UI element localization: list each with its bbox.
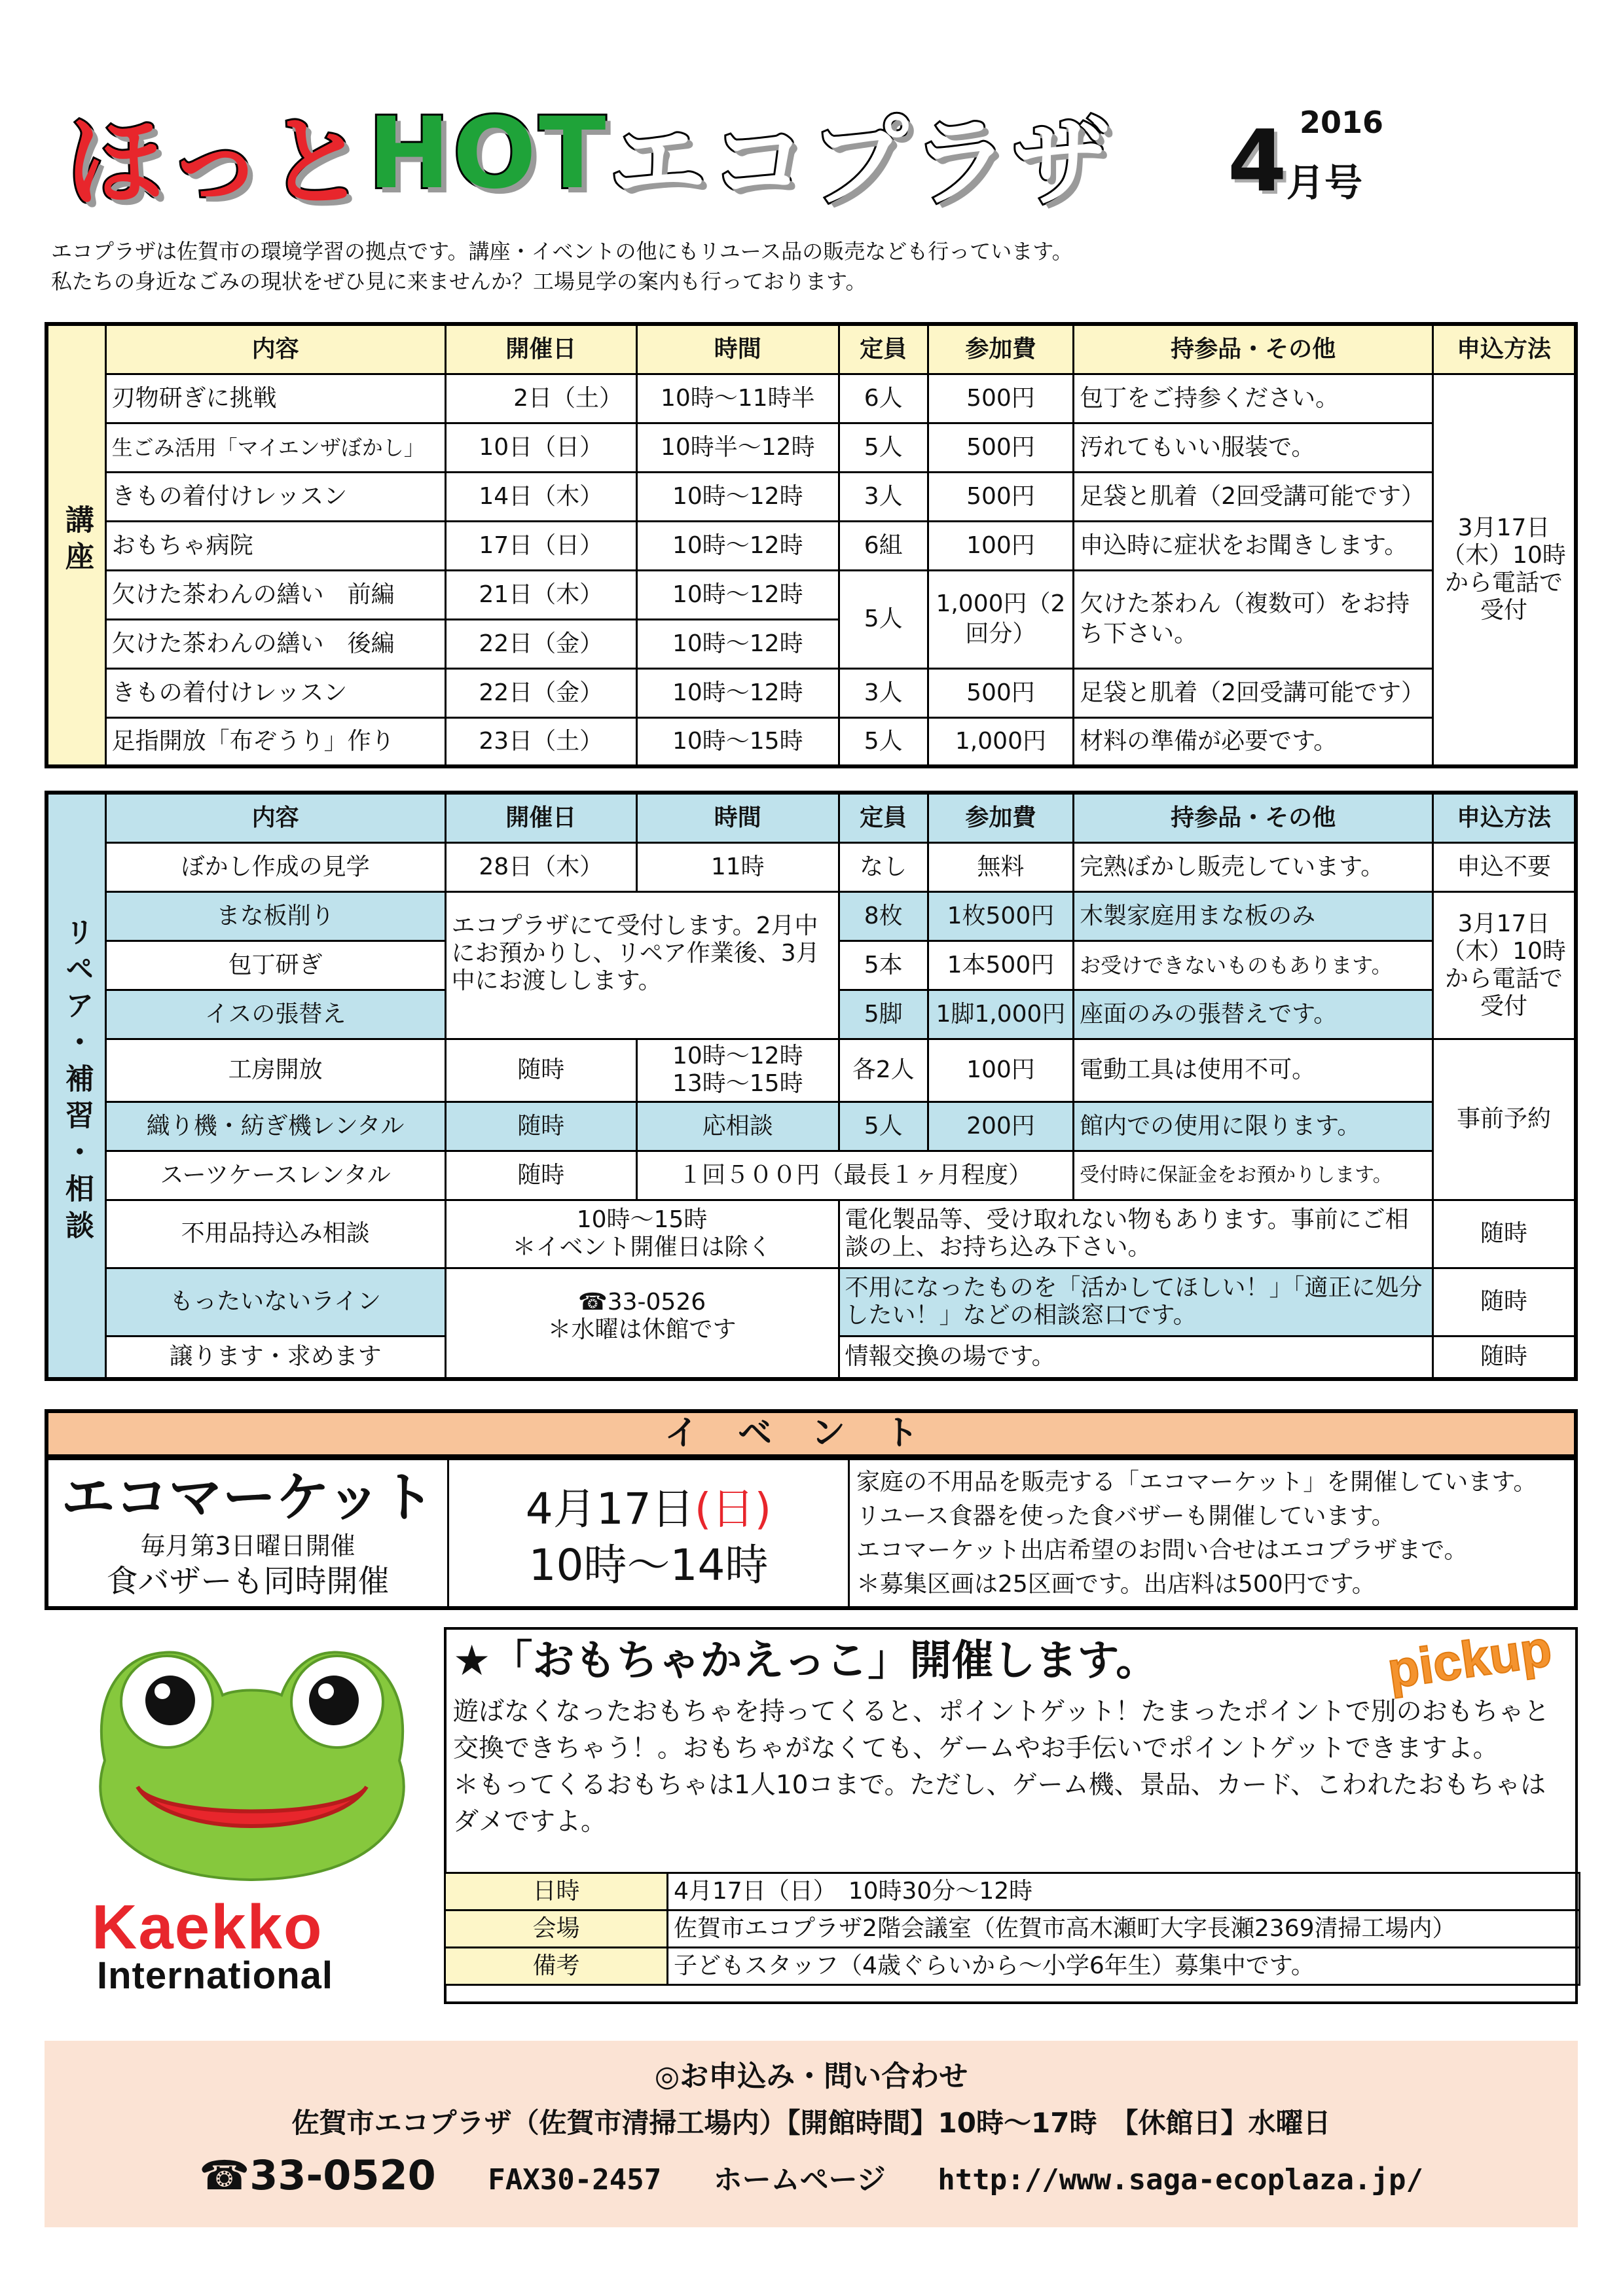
course-apply-method: 3月17日（木）10時から電話で受付 bbox=[1433, 374, 1576, 766]
repair-note: エコプラザにて受付します。2月中にお預かりし、リペア作業後、3月中にお渡しします。 bbox=[445, 891, 839, 1039]
event-time: 10時～14時 bbox=[528, 1540, 769, 1590]
course-time: 10時半～12時 bbox=[637, 423, 839, 472]
pickup-details-table bbox=[444, 1872, 1580, 1986]
course-capacity: 3人 bbox=[839, 668, 928, 717]
pickup-tag: pickup bbox=[1383, 1619, 1555, 1700]
event-description bbox=[850, 1460, 1574, 1606]
detail-label: 会場 bbox=[445, 1910, 668, 1948]
course-table bbox=[45, 322, 1578, 768]
col-date: 開催日 bbox=[445, 793, 637, 842]
title-ho: ほ bbox=[65, 106, 167, 220]
course-items: 材料の準備が必要です。 bbox=[1074, 717, 1433, 766]
table-row bbox=[46, 472, 1576, 521]
repair-name: 不用品持込み相談 bbox=[105, 1200, 445, 1268]
detail-value: 4月17日（日） 10時30分～12時 bbox=[668, 1873, 1580, 1910]
course-items: 包丁をご持参ください。 bbox=[1074, 374, 1433, 423]
repair-capacity: 5人 bbox=[839, 1102, 928, 1151]
table-row bbox=[46, 570, 1576, 619]
repair-apply: 随時 bbox=[1433, 1336, 1576, 1379]
repair-note: 不用になったものを「活かしてほしい！」「適正に処分したい！」などの相談窓口です。 bbox=[839, 1268, 1433, 1336]
repair-date: 随時 bbox=[445, 1102, 637, 1151]
course-items: 汚れてもいい服装で。 bbox=[1074, 423, 1433, 472]
table-row bbox=[445, 1873, 1580, 1910]
pickup-note: ＊もってくるおもちゃは1人10コまで。ただし、ゲーム機、景品、カード、こわれたおもちゃはダメですよ。 bbox=[453, 1770, 1546, 1837]
repair-apply: 事前予約 bbox=[1433, 1039, 1576, 1200]
table-row bbox=[445, 1948, 1580, 1985]
course-capacity: 5人 bbox=[839, 423, 928, 472]
pickup-box bbox=[444, 1619, 1578, 2004]
course-name: 刃物研ぎに挑戦 bbox=[105, 374, 445, 423]
course-date: 23日（土） bbox=[445, 717, 637, 766]
event-desc-line: エコマーケット出店希望のお問い合せはエコプラザまで。 bbox=[856, 1537, 1468, 1564]
repair-name: もったいないライン bbox=[105, 1268, 445, 1336]
table-row bbox=[46, 1102, 1576, 1151]
event-datetime-cell bbox=[449, 1460, 850, 1606]
repair-capacity: 8枚 bbox=[839, 891, 928, 941]
pickup-paragraph: 遊ばなくなったおもちゃを持ってくると、ポイントゲット！たまったポイントで別のおもちゃと交換できちゃう！。おもちゃがなくても、ゲームやお手伝いでポイントゲットできますよ。 bbox=[453, 1697, 1550, 1763]
table-row bbox=[46, 423, 1576, 472]
repair-items: お受けできないものもあります。 bbox=[1074, 941, 1433, 990]
course-date: 10日（日） bbox=[445, 423, 637, 472]
course-name: 欠けた茶わんの繕い 前編 bbox=[105, 570, 445, 619]
course-capacity: 6組 bbox=[839, 521, 928, 570]
col-time: 時間 bbox=[637, 324, 839, 374]
footer-url-link[interactable]: http://www.saga-ecoplaza.jp/ bbox=[938, 2163, 1424, 2197]
course-name: おもちゃ病院 bbox=[105, 521, 445, 570]
course-fee: 500円 bbox=[928, 472, 1073, 521]
table-row bbox=[46, 374, 1576, 423]
repair-fee: 100円 bbox=[928, 1039, 1073, 1102]
repair-items: 館内での使用に限ります。 bbox=[1074, 1102, 1433, 1151]
repair-items: 木製家庭用まな板のみ bbox=[1074, 891, 1433, 941]
course-items: 足袋と肌着（2回受講可能です） bbox=[1074, 668, 1433, 717]
repair-fee: 1本500円 bbox=[928, 941, 1073, 990]
repair-name: 工房開放 bbox=[105, 1039, 445, 1102]
table-row bbox=[46, 717, 1576, 766]
repair-capacity: 各2人 bbox=[839, 1039, 928, 1102]
title-ecoplaza: エコプラザ bbox=[608, 106, 1113, 220]
intro-line-2: 私たちの身近なごみの現状をぜひ見に来ませんか？工場見学の案内も行っております。 bbox=[51, 269, 867, 294]
repair-name: イスの張替え bbox=[105, 990, 445, 1039]
course-date: 14日（木） bbox=[445, 472, 637, 521]
course-date: 17日（日） bbox=[445, 521, 637, 570]
col-capacity: 定員 bbox=[839, 324, 928, 374]
course-time: 10時～12時 bbox=[637, 472, 839, 521]
col-date: 開催日 bbox=[445, 324, 637, 374]
repair-name: 織り機・紡ぎ機レンタル bbox=[105, 1102, 445, 1151]
event-heading: イベント bbox=[45, 1409, 1578, 1458]
course-name: きもの着付けレッスン bbox=[105, 668, 445, 717]
repair-table bbox=[45, 791, 1578, 1381]
repair-fee: 1枚500円 bbox=[928, 891, 1073, 941]
event-name-cell bbox=[48, 1460, 449, 1606]
table-row bbox=[46, 521, 1576, 570]
repair-name: スーツケースレンタル bbox=[105, 1151, 445, 1200]
course-items: 申込時に症状をお聞きします。 bbox=[1074, 521, 1433, 570]
course-time: 10時～12時 bbox=[637, 668, 839, 717]
repair-time: 10時～12時 13時～15時 bbox=[637, 1039, 839, 1102]
col-items: 持参品・その他 bbox=[1074, 793, 1433, 842]
col-content: 内容 bbox=[105, 324, 445, 374]
course-fee: 500円 bbox=[928, 423, 1073, 472]
title-hot: HOT bbox=[368, 97, 609, 211]
repair-apply: 随時 bbox=[1433, 1200, 1576, 1268]
table-row bbox=[46, 1268, 1576, 1336]
repair-time: 10時～15時 ＊イベント開催日は除く bbox=[445, 1200, 839, 1268]
event-desc-line: 家庭の不用品を販売する「エコマーケット」を開催しています。 bbox=[856, 1469, 1537, 1496]
course-items: 欠けた茶わん（複数可）をお持ち下さい。 bbox=[1074, 570, 1433, 668]
col-apply: 申込方法 bbox=[1433, 793, 1576, 842]
repair-date: 28日（木） bbox=[445, 842, 637, 891]
course-time: 10時～12時 bbox=[637, 570, 839, 619]
course-time: 10時～12時 bbox=[637, 619, 839, 668]
repair-fee: 無料 bbox=[928, 842, 1073, 891]
repair-apply: 3月17日（木）10時から電話で受付 bbox=[1433, 891, 1576, 1039]
event-box bbox=[45, 1458, 1578, 1610]
table-row bbox=[46, 1151, 1576, 1200]
col-fee: 参加費 bbox=[928, 793, 1073, 842]
table-row bbox=[46, 1200, 1576, 1268]
event-date: 4月17日(日) bbox=[525, 1484, 772, 1534]
repair-time: １回５００円（最長１ヶ月程度） bbox=[637, 1151, 1074, 1200]
course-date: 21日（木） bbox=[445, 570, 637, 619]
course-name: きもの着付けレッスン bbox=[105, 472, 445, 521]
title-to: と bbox=[267, 106, 369, 220]
footer-homepage-label: ホームページ bbox=[713, 2163, 886, 2197]
kaekko-logo bbox=[65, 1623, 439, 2003]
course-date: 2日（土） bbox=[445, 374, 637, 423]
detail-label: 日時 bbox=[445, 1873, 668, 1910]
course-fee: 1,000円（2回分） bbox=[928, 570, 1073, 668]
course-name: 足指開放「布ぞうり」作り bbox=[105, 717, 445, 766]
logo-text-international: International bbox=[97, 1954, 334, 1997]
course-fee: 1,000円 bbox=[928, 717, 1073, 766]
course-fee: 500円 bbox=[928, 374, 1073, 423]
repair-fee: 200円 bbox=[928, 1102, 1073, 1151]
col-items: 持参品・その他 bbox=[1074, 324, 1433, 374]
footer-title: ◎お申込み・問い合わせ bbox=[654, 2060, 968, 2093]
newsletter-title bbox=[65, 97, 1113, 220]
repair-name: ぼかし作成の見学 bbox=[105, 842, 445, 891]
intro-line-1: エコプラザは佐賀市の環境学習の拠点です。講座・イベントの他にもリユース品の販売なども行っています。 bbox=[51, 239, 1073, 264]
repair-capacity: なし bbox=[839, 842, 928, 891]
footer-hours: 佐賀市エコプラザ（佐賀市清掃工場内）【開館時間】10時～17時 【休館日】水曜日 bbox=[291, 2107, 1331, 2139]
repair-time: 11時 bbox=[637, 842, 839, 891]
footer-phone: ☎33-0520 bbox=[198, 2151, 436, 2199]
title-tsu: っ bbox=[166, 106, 268, 220]
repair-fee: 1脚1,000円 bbox=[928, 990, 1073, 1039]
repair-contact: ☎33-0526 ＊水曜は休館です bbox=[445, 1268, 839, 1379]
issue-year: 2016 bbox=[1300, 105, 1384, 140]
repair-note: 情報交換の場です。 bbox=[839, 1336, 1433, 1379]
course-time: 10時～12時 bbox=[637, 521, 839, 570]
pickup-body bbox=[453, 1694, 1570, 1840]
course-time: 10時～15時 bbox=[637, 717, 839, 766]
issue-label bbox=[1228, 105, 1391, 211]
course-fee: 500円 bbox=[928, 668, 1073, 717]
footer-contact-line bbox=[45, 2147, 1578, 2209]
table-row bbox=[46, 1039, 1576, 1102]
course-capacity: 3人 bbox=[839, 472, 928, 521]
repair-note: 電化製品等、受け取れない物もあります。事前にご相談の上、お持ち込み下さい。 bbox=[839, 1200, 1433, 1268]
table-row bbox=[46, 891, 1576, 941]
col-time: 時間 bbox=[637, 793, 839, 842]
detail-label: 備考 bbox=[445, 1948, 668, 1985]
col-content: 内容 bbox=[105, 793, 445, 842]
table-row bbox=[46, 842, 1576, 891]
col-capacity: 定員 bbox=[839, 793, 928, 842]
course-fee: 100円 bbox=[928, 521, 1073, 570]
issue-suffix: 月号 bbox=[1286, 160, 1363, 205]
repair-capacity: 5脚 bbox=[839, 990, 928, 1039]
issue-month: 4 bbox=[1228, 111, 1287, 211]
col-fee: 参加費 bbox=[928, 324, 1073, 374]
course-items: 足袋と肌着（2回受講可能です） bbox=[1074, 472, 1433, 521]
event-sub: 食バザーも同時開催 bbox=[106, 1563, 390, 1600]
repair-name: 包丁研ぎ bbox=[105, 941, 445, 990]
repair-items: 完熟ぼかし販売しています。 bbox=[1074, 842, 1433, 891]
course-capacity: 5人 bbox=[839, 570, 928, 668]
repair-items: 電動工具は使用不可。 bbox=[1074, 1039, 1433, 1102]
table-row bbox=[445, 1910, 1580, 1948]
repair-date: 随時 bbox=[445, 1039, 637, 1102]
event-schedule: 毎月第3日曜日開催 bbox=[140, 1532, 356, 1560]
course-name: 欠けた茶わんの繕い 後編 bbox=[105, 619, 445, 668]
table-row bbox=[46, 668, 1576, 717]
repair-name: まな板削り bbox=[105, 891, 445, 941]
course-side-label: 講座 bbox=[46, 324, 105, 766]
event-desc-line: リユース食器を使った食バザーも開催しています。 bbox=[856, 1503, 1395, 1530]
repair-items: 座面のみの張替えです。 bbox=[1074, 990, 1433, 1039]
course-time: 10時～11時半 bbox=[637, 374, 839, 423]
repair-name: 譲ります・求めます bbox=[105, 1336, 445, 1379]
detail-value: 子どもスタッフ（4歳ぐらいから～小学6年生）募集中です。 bbox=[668, 1948, 1580, 1985]
event-desc-line: ＊募集区画は25区画です。出店料は500円です。 bbox=[856, 1571, 1376, 1598]
detail-value: 佐賀市エコプラザ2階会議室（佐賀市高木瀬町大字長瀬2369清掃工場内） bbox=[668, 1910, 1580, 1948]
repair-apply: 申込不要 bbox=[1433, 842, 1576, 891]
course-name: 生ごみ活用「マイエンザぼかし」 bbox=[105, 423, 445, 472]
col-apply: 申込方法 bbox=[1433, 324, 1576, 374]
logo-text-kaekko: Kaekko bbox=[92, 1892, 323, 1962]
contact-footer bbox=[45, 2041, 1578, 2227]
pickup-heading: ★「おもちゃかえっこ」開催します。 bbox=[453, 1637, 1158, 1685]
footer-fax: FAX30-2457 bbox=[488, 2163, 662, 2197]
course-date: 22日（金） bbox=[445, 668, 637, 717]
repair-items: 受付時に保証金をお預かりします。 bbox=[1074, 1151, 1433, 1200]
repair-side-label: リペア・補習・相談 bbox=[46, 793, 105, 1379]
repair-apply: 随時 bbox=[1433, 1268, 1576, 1336]
frog-icon bbox=[65, 1623, 439, 1898]
repair-capacity: 5本 bbox=[839, 941, 928, 990]
course-capacity: 6人 bbox=[839, 374, 928, 423]
event-name: エコマーケット bbox=[61, 1467, 435, 1529]
repair-date: 随時 bbox=[445, 1151, 637, 1200]
repair-time: 応相談 bbox=[637, 1102, 839, 1151]
course-capacity: 5人 bbox=[839, 717, 928, 766]
course-date: 22日（金） bbox=[445, 619, 637, 668]
